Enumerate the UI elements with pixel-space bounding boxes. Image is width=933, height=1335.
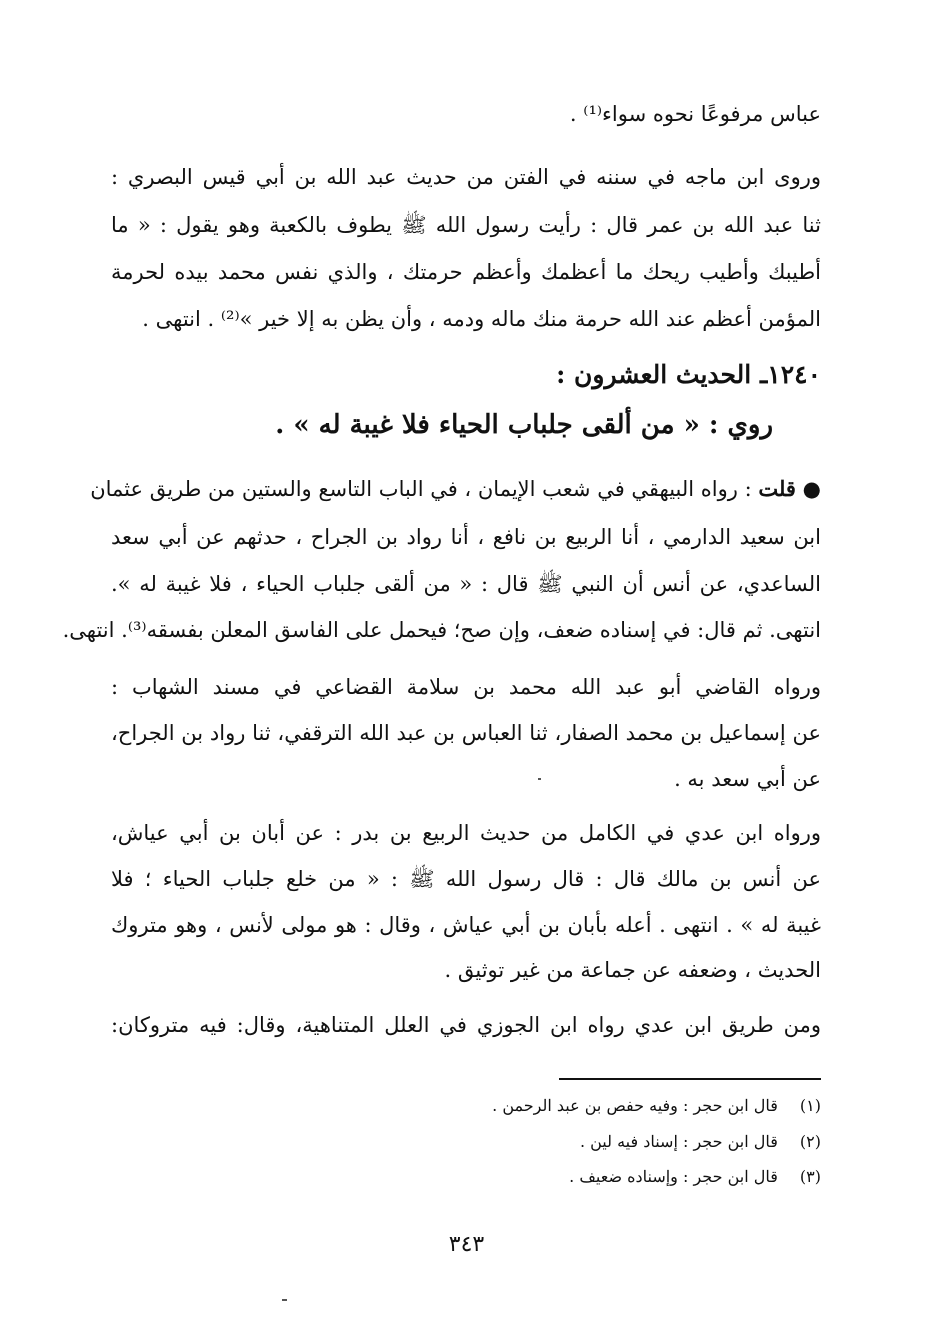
footnote-item [111,1164,821,1190]
footnote-text: قال ابن حجر : وإسناده ضعيف . [569,1167,778,1186]
footnote-number: (٣) [799,1167,821,1186]
scan-speck [282,1299,287,1301]
text-line: انتهى. ثم قال: في إسناده ضعف، وإن صح؛ فيحمل على الفاسق المعلن بفسقه⁽³⁾. انتهى. [62,618,821,642]
footnote-number: (١) [799,1096,821,1115]
text-line [90,472,821,508]
footnote-text: قال ابن حجر : إسناد فيه لين . [579,1132,778,1151]
footnote-number: (٢) [799,1132,821,1151]
page-number: ٣٤٣ [448,1232,485,1257]
text-line: عن إسماعيل بن محمد الصفار، ثنا العباس بن عبد الله الترقفي، ثنا رواد بن الجراح، [111,721,821,745]
hadith-text-heading: روي : « من ألقى جلباب الحياء فلا غيبة له » . [275,410,773,440]
footnote-divider [559,1078,821,1080]
hadith-heading: ١٢٤٠ـ الحديث العشرون : [556,360,821,389]
text-line: ابن سعيد الدارمي ، أنا الربيع بن نافع ، أنا رواد بن الجراح ، حدثهم عن أبي سعد [111,525,821,549]
text-line: المؤمن أعظم عند الله حرمة منك ماله ودمه ، وأن يظن به إلا خير »⁽²⁾ . انتهى . [142,307,821,331]
text-line-body: : رواه البيهقي في شعب الإيمان ، في الباب التاسع والستين من طريق عثمان [90,477,752,501]
text-line: ثنا عبد الله بن عمر قال : رأيت رسول الله ﷺ يطوف بالكعبة وهو يقول : « ما [111,213,821,237]
text-line: الساعدي، عن أنس أن النبي ﷺ قال : « من ألقى جلباب الحياء ، فلا غيبة له ». [111,572,821,596]
text-line: عباس مرفوعًا نحوه سواء⁽¹⁾ . [569,102,821,126]
scan-speck [538,778,541,780]
text-line: ورواه القاضي أبو عبد الله محمد بن سلامة القضاعي في مسند الشهاب : [111,675,821,699]
bullet-icon: ● [802,476,821,501]
footnote-text: قال ابن حجر : وفيه حفص بن عبد الرحمن . [492,1096,778,1115]
text-line: ورواه ابن عدي في الكامل من حديث الربيع بن بدر : عن أبان بن أبي عياش، [111,821,821,845]
footnote-item [111,1093,821,1119]
text-line: وروى ابن ماجه في سننه في الفتن من حديث عبد الله بن أبي قيس البصري : [111,165,821,189]
text-line: أطيبك وأطيب ريحك ما أعظمك وأعظم حرمتك ، والذي نفس محمد بيده لحرمة [111,260,821,284]
text-line: ومن طريق ابن عدي رواه ابن الجوزي في العلل المتناهية، وقال: فيه متروكان: [111,1013,821,1037]
text-line: عن أبي سعد به . [674,767,821,791]
text-line: الحديث ، وضعفه عن جماعة من غير توثيق . [444,958,821,982]
text-line: عن أنس بن مالك قال : قال رسول الله ﷺ : « من خلع جلباب الحياء ؛ فلا [111,867,821,891]
qultu-label: قلت [758,476,796,501]
text-line: غيبة له » . انتهى . أعله بأبان بن أبي عياش ، وقال : هو مولى لأنس ، وهو متروك [111,913,821,937]
footnote-item [111,1129,821,1155]
